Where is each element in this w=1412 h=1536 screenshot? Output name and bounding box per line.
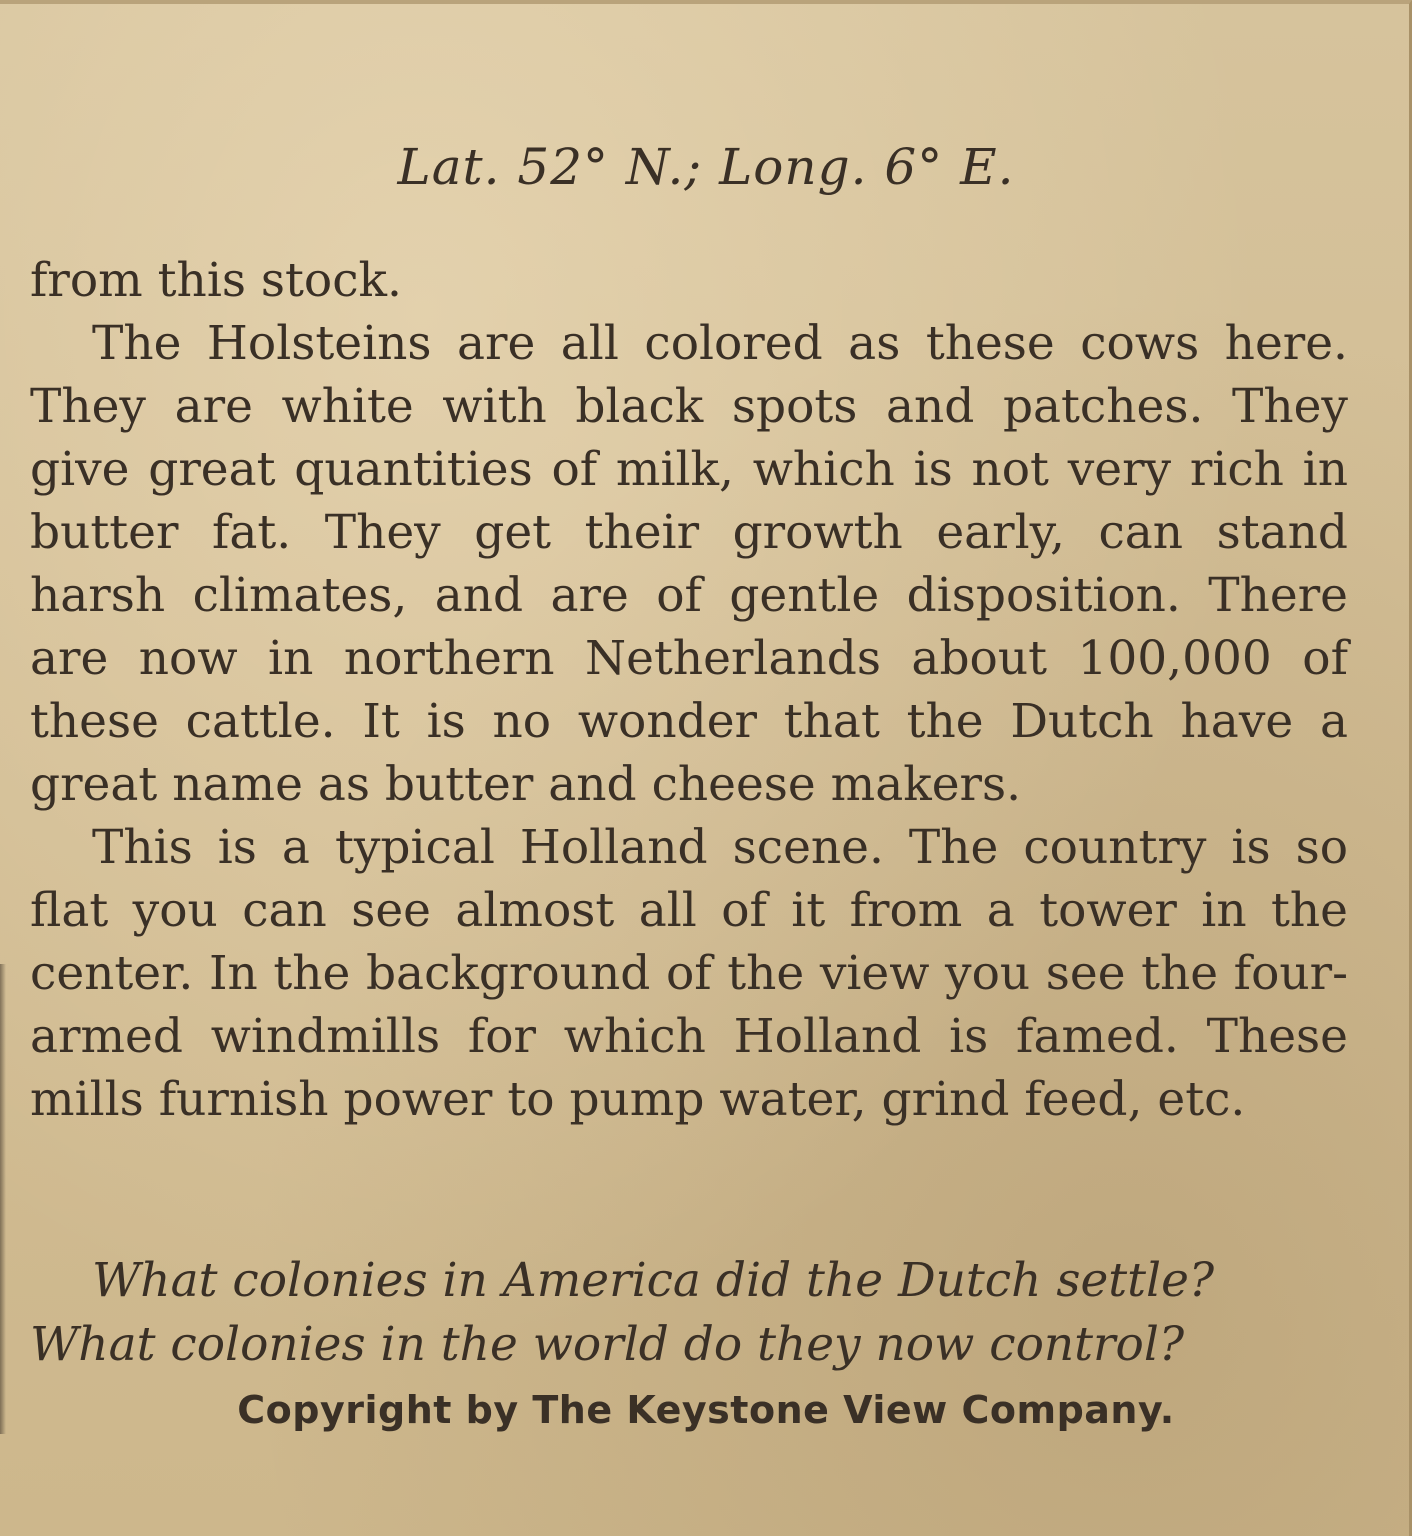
paragraph-holland-scene: This is a typical Holland scene. The country is so flat you can see almost all of it from a tower in the center. In the background of the view you see the four-armed windmills for which Holland is famed. These mills furnish power to pump water, grind feed, etc. [30, 820, 1348, 1127]
paragraph-continuation: from this stock. [30, 253, 402, 308]
question-item: What colonies in the world do they now control? [30, 1317, 1185, 1372]
description-text [30, 249, 1348, 1131]
paragraph-holsteins: The Holsteins are all colored as these cows here. They are white with black spots and patches. They give great quantities of milk, which is not very rich in butter fat. They get their growth early, can stand harsh climates, and are of gentle disposition. There are now in northern Netherlands about 100,000 of these cattle. It is no wonder that the Dutch have a great name as butter and cheese makers. [30, 316, 1348, 812]
question-item: What colonies in America did the Dutch settle? [92, 1253, 1215, 1308]
copyright-notice: Copyright by The Keystone View Company. [237, 1388, 1175, 1432]
card-edge-shadow [0, 964, 6, 1434]
coordinates-heading: Lat. 52° N.; Long. 6° E. [397, 138, 1015, 196]
study-questions [30, 1249, 1348, 1377]
